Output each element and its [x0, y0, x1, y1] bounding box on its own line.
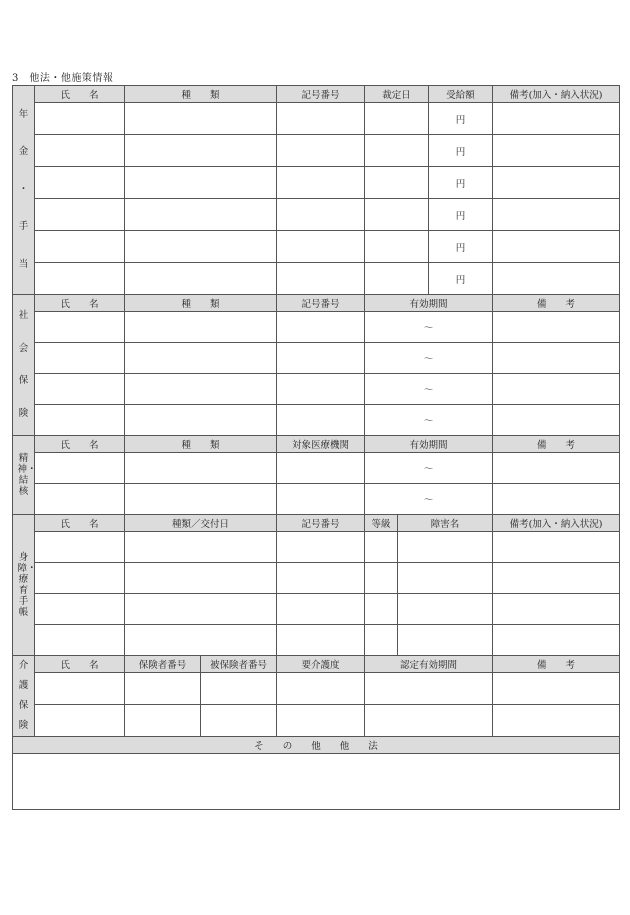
disability-cell[interactable]	[398, 594, 493, 625]
remarks-cell[interactable]	[493, 705, 620, 737]
kaigo-label	[13, 656, 35, 737]
type-cell[interactable]	[125, 374, 277, 405]
insurer-number-cell[interactable]	[125, 673, 201, 705]
decision-date-cell[interactable]	[365, 231, 429, 263]
name-cell[interactable]	[35, 231, 125, 263]
decision-date-cell[interactable]	[365, 135, 429, 167]
validity-cell[interactable]: ～	[365, 484, 493, 515]
type-cell[interactable]	[125, 103, 277, 135]
name-cell[interactable]	[35, 167, 125, 199]
number-cell[interactable]	[277, 231, 365, 263]
grade-cell[interactable]	[365, 625, 398, 656]
kaigo-row	[13, 705, 620, 737]
type-cell[interactable]	[125, 199, 277, 231]
type-cell[interactable]	[125, 263, 277, 295]
type-cell[interactable]	[125, 231, 277, 263]
grade-cell[interactable]	[365, 532, 398, 563]
nenkin-header-row	[13, 86, 620, 103]
disability-cell[interactable]	[398, 532, 493, 563]
name-cell[interactable]	[35, 705, 125, 737]
remarks-cell[interactable]	[493, 135, 620, 167]
col-number-header: 記号番号	[277, 86, 365, 103]
nenkin-row	[13, 231, 620, 263]
nenkin-row	[13, 135, 620, 167]
remarks-cell[interactable]	[493, 484, 620, 515]
col-name-header: 氏 名	[35, 86, 125, 103]
col-remarks-header: 備 考	[493, 656, 620, 673]
other-law-field[interactable]	[13, 754, 620, 810]
col-name-header: 氏 名	[35, 515, 125, 532]
shakai-row	[13, 374, 620, 405]
nenkin-label-char: 年	[18, 108, 29, 120]
amount-cell[interactable]: 円	[429, 199, 493, 231]
type-cell[interactable]	[125, 312, 277, 343]
name-cell[interactable]	[35, 343, 125, 374]
number-cell[interactable]	[277, 532, 365, 563]
type-date-cell[interactable]	[125, 594, 277, 625]
shakai-label	[13, 295, 35, 436]
techo-label	[13, 515, 35, 656]
kaigo-label-char: 護	[18, 679, 29, 691]
remarks-cell[interactable]	[493, 199, 620, 231]
remarks-cell[interactable]	[493, 532, 620, 563]
col-remarks-header: 備 考	[493, 295, 620, 312]
number-cell[interactable]	[277, 625, 365, 656]
validity-cell[interactable]: ～	[365, 343, 493, 374]
remarks-cell[interactable]	[493, 374, 620, 405]
col-type-header: 種 類	[125, 295, 277, 312]
insured-number-cell[interactable]	[201, 673, 277, 705]
col-type-header: 種 類	[125, 86, 277, 103]
remarks-cell[interactable]	[493, 343, 620, 374]
name-cell[interactable]	[35, 532, 125, 563]
number-cell[interactable]	[277, 312, 365, 343]
care-level-cell[interactable]	[277, 705, 365, 737]
col-name-header: 氏 名	[35, 656, 125, 673]
col-grade-header: 等級	[365, 515, 398, 532]
shakai-row	[13, 405, 620, 436]
amount-cell[interactable]: 円	[429, 135, 493, 167]
validity-cell[interactable]: ～	[365, 453, 493, 484]
nenkin-row	[13, 199, 620, 231]
nenkin-label-char: ・	[18, 183, 29, 195]
number-cell[interactable]	[277, 167, 365, 199]
type-date-cell[interactable]	[125, 563, 277, 594]
remarks-cell[interactable]	[493, 103, 620, 135]
techo-label-text: 身障・療育手帳	[17, 551, 37, 618]
col-facility-header: 対象医療機関	[277, 436, 365, 453]
disability-cell[interactable]	[398, 625, 493, 656]
number-cell[interactable]	[277, 405, 365, 436]
kaigo-label-char: 介	[18, 659, 29, 671]
amount-cell[interactable]: 円	[429, 167, 493, 199]
number-cell[interactable]	[277, 135, 365, 167]
col-name-header: 氏 名	[35, 295, 125, 312]
remarks-cell[interactable]	[493, 167, 620, 199]
remarks-cell[interactable]	[493, 405, 620, 436]
type-date-cell[interactable]	[125, 625, 277, 656]
col-remarks-header: 備考(加入・納入状況)	[493, 515, 620, 532]
shakai-label-char: 会	[18, 342, 29, 354]
col-decision-date-header: 裁定日	[365, 86, 429, 103]
number-cell[interactable]	[277, 199, 365, 231]
number-cell[interactable]	[277, 103, 365, 135]
disability-cell[interactable]	[398, 563, 493, 594]
type-cell[interactable]	[125, 405, 277, 436]
other-law-title: そ の 他 他 法	[13, 737, 620, 754]
shakai-header-row	[13, 295, 620, 312]
number-cell[interactable]	[277, 263, 365, 295]
number-cell[interactable]	[277, 374, 365, 405]
col-number-header: 記号番号	[277, 295, 365, 312]
col-insurer-number-header: 保険者番号	[125, 656, 201, 673]
kaigo-label-char: 保	[18, 699, 29, 711]
insured-number-cell[interactable]	[201, 705, 277, 737]
type-cell[interactable]	[125, 453, 277, 484]
decision-date-cell[interactable]	[365, 167, 429, 199]
type-cell[interactable]	[125, 484, 277, 515]
name-cell[interactable]	[35, 405, 125, 436]
type-date-cell[interactable]	[125, 532, 277, 563]
nenkin-row	[13, 103, 620, 135]
shakai-label-char: 保	[18, 375, 29, 387]
type-cell[interactable]	[125, 343, 277, 374]
facility-cell[interactable]	[277, 484, 365, 515]
remarks-cell[interactable]	[493, 594, 620, 625]
nenkin-label-char: 手	[18, 221, 29, 233]
nenkin-label-char: 当	[18, 258, 29, 270]
other-law-form	[12, 85, 620, 810]
col-validity-header: 有効期間	[365, 436, 493, 453]
kaigo-label-char: 険	[18, 719, 29, 731]
shakai-row	[13, 343, 620, 374]
seishin-row	[13, 484, 620, 515]
amount-cell[interactable]: 円	[429, 263, 493, 295]
name-cell[interactable]	[35, 135, 125, 167]
name-cell[interactable]	[35, 199, 125, 231]
shakai-label-char: 険	[18, 407, 29, 419]
nenkin-label-char: 金	[18, 146, 29, 158]
name-cell[interactable]	[35, 484, 125, 515]
col-amount-header: 受給額	[429, 86, 493, 103]
remarks-cell[interactable]	[493, 312, 620, 343]
col-disability-header: 障害名	[398, 515, 493, 532]
other-body-row	[13, 754, 620, 810]
name-cell[interactable]	[35, 625, 125, 656]
col-insured-number-header: 被保険者番号	[201, 656, 277, 673]
techo-row	[13, 625, 620, 656]
col-remarks-header: 備考(加入・納入状況)	[493, 86, 620, 103]
col-type-header: 種 類	[125, 436, 277, 453]
type-cell[interactable]	[125, 135, 277, 167]
col-name-header: 氏 名	[35, 436, 125, 453]
care-level-cell[interactable]	[277, 673, 365, 705]
decision-date-cell[interactable]	[365, 103, 429, 135]
name-cell[interactable]	[35, 594, 125, 625]
remarks-cell[interactable]	[493, 263, 620, 295]
shakai-row	[13, 312, 620, 343]
seishin-label	[13, 436, 35, 515]
remarks-cell[interactable]	[493, 563, 620, 594]
remarks-cell[interactable]	[493, 231, 620, 263]
col-care-level-header: 要介護度	[277, 656, 365, 673]
type-cell[interactable]	[125, 167, 277, 199]
shakai-label-char: 社	[18, 310, 29, 322]
remarks-cell[interactable]	[493, 673, 620, 705]
cert-validity-cell[interactable]	[365, 673, 493, 705]
decision-date-cell[interactable]	[365, 263, 429, 295]
validity-cell[interactable]: ～	[365, 405, 493, 436]
number-cell[interactable]	[277, 563, 365, 594]
name-cell[interactable]	[35, 673, 125, 705]
col-cert-validity-header: 認定有効期間	[365, 656, 493, 673]
kaigo-header-row	[13, 656, 620, 673]
name-cell[interactable]	[35, 312, 125, 343]
nenkin-row	[13, 167, 620, 199]
col-number-header: 記号番号	[277, 515, 365, 532]
name-cell[interactable]	[35, 263, 125, 295]
section-title: 3 他法・他施策情報	[12, 73, 114, 84]
grade-cell[interactable]	[365, 594, 398, 625]
other-header-row	[13, 737, 620, 754]
grade-cell[interactable]	[365, 563, 398, 594]
amount-cell[interactable]: 円	[429, 231, 493, 263]
nenkin-label	[13, 86, 35, 295]
techo-header-row	[13, 515, 620, 532]
validity-cell[interactable]: ～	[365, 312, 493, 343]
col-type-date-header: 種類／交付日	[125, 515, 277, 532]
seishin-label-text: 精神・結核	[17, 452, 37, 497]
facility-cell[interactable]	[277, 453, 365, 484]
amount-cell[interactable]: 円	[429, 103, 493, 135]
techo-row	[13, 563, 620, 594]
seishin-header-row	[13, 436, 620, 453]
techo-row	[13, 532, 620, 563]
name-cell[interactable]	[35, 103, 125, 135]
techo-row	[13, 594, 620, 625]
col-remarks-header: 備 考	[493, 436, 620, 453]
number-cell[interactable]	[277, 594, 365, 625]
col-validity-header: 有効期間	[365, 295, 493, 312]
nenkin-row	[13, 263, 620, 295]
cert-validity-cell[interactable]	[365, 705, 493, 737]
name-cell[interactable]	[35, 374, 125, 405]
decision-date-cell[interactable]	[365, 199, 429, 231]
remarks-cell[interactable]	[493, 453, 620, 484]
number-cell[interactable]	[277, 343, 365, 374]
name-cell[interactable]	[35, 563, 125, 594]
validity-cell[interactable]: ～	[365, 374, 493, 405]
name-cell[interactable]	[35, 453, 125, 484]
remarks-cell[interactable]	[493, 625, 620, 656]
insurer-number-cell[interactable]	[125, 705, 201, 737]
seishin-row	[13, 453, 620, 484]
kaigo-row	[13, 673, 620, 705]
